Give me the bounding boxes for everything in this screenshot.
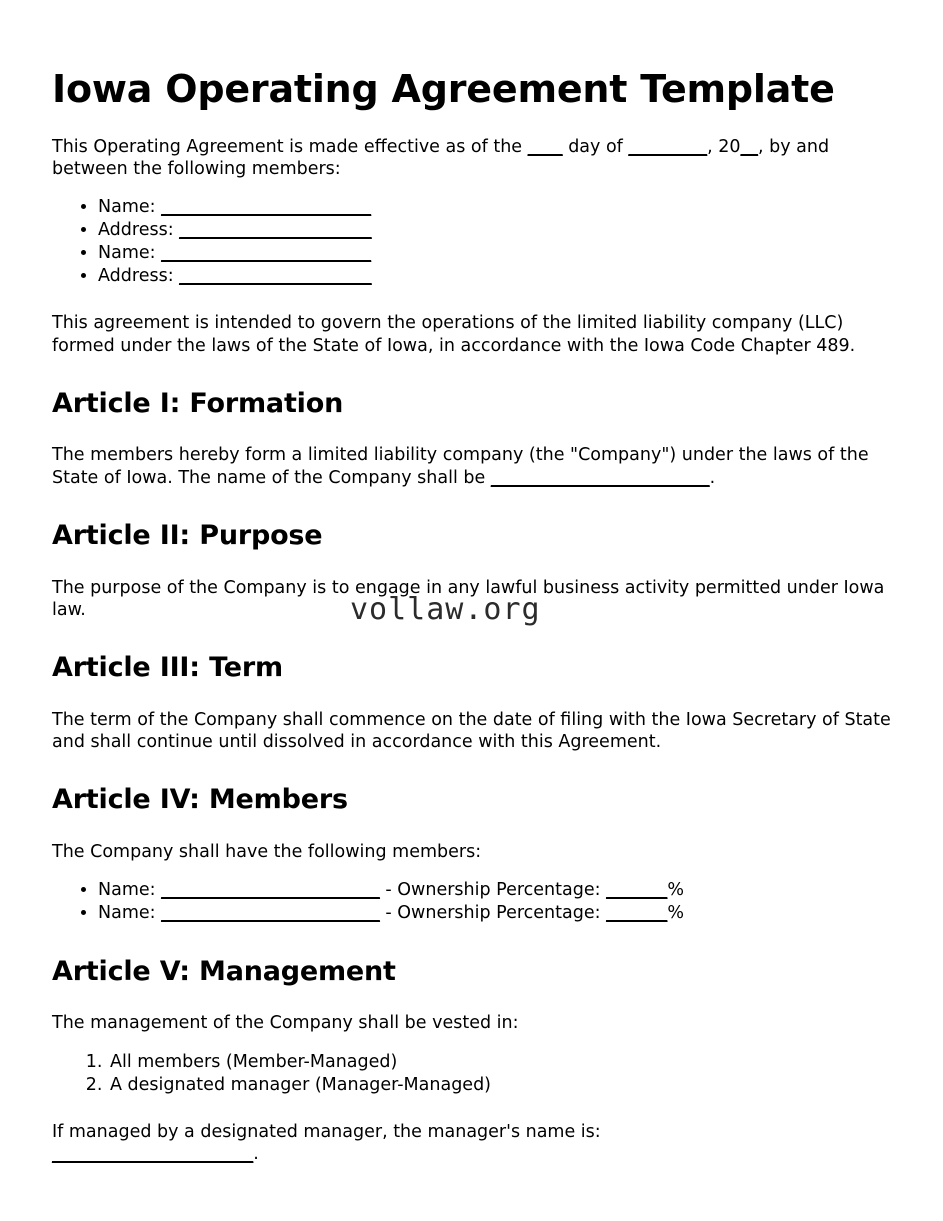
owner-name-blank: _________________________: [161, 880, 380, 901]
intro-text-1: This Operating Agreement is made effective as of the: [52, 136, 528, 157]
blank-year: __: [740, 136, 759, 157]
article-2-body: The purpose of the Company is to engage in any lawful business activity permitted under Iowa law.: [52, 577, 885, 620]
owner-name-blank: _________________________: [161, 903, 380, 924]
table-row: [98, 879, 891, 902]
manager-clause-period: .: [253, 1144, 259, 1165]
owner-name-label: Name:: [98, 880, 162, 901]
owner-percent-blank: _______: [606, 880, 668, 901]
article-heading-2: Article II: Purpose: [52, 520, 323, 552]
owner-percent-symbol: %: [667, 903, 684, 924]
field-blank: ________________________: [161, 197, 372, 218]
list-item: [98, 219, 891, 242]
intro-text-2: day of: [562, 136, 629, 157]
article-4-body: The Company shall have the following members:: [52, 841, 482, 862]
article-heading-1: Article I: Formation: [52, 387, 344, 419]
list-item: 1. All members (Member-Managed): [108, 1051, 891, 1074]
owner-name-label: Name:: [98, 903, 162, 924]
field-label: Name:: [98, 243, 162, 264]
field-blank: ______________________: [179, 266, 372, 287]
article-1-body: [52, 444, 891, 489]
field-label: Name:: [98, 197, 162, 218]
site-watermark: vollaw.org: [350, 592, 541, 627]
blank-manager-name: _______________________: [52, 1144, 254, 1165]
owner-percent-symbol: %: [667, 880, 684, 901]
article-heading-5: Article V: Management: [52, 956, 396, 988]
intro-paragraph: [52, 136, 891, 181]
governing-paragraph: This agreement is intended to govern the operations of the limited liability company (LLC) formed under the laws of the State of Iowa, in accordance with the Iowa Code Chapter 489.: [52, 313, 856, 356]
owner-separator: - Ownership Percentage:: [379, 903, 607, 924]
manager-clause: [52, 1121, 891, 1166]
article-5-body: The management of the Company shall be vested in:: [52, 1013, 519, 1034]
page-title: Iowa Operating Agreement Template: [52, 67, 835, 111]
blank-month: _________: [628, 136, 708, 157]
owner-separator: - Ownership Percentage:: [379, 880, 607, 901]
blank-company-name: _________________________: [490, 467, 710, 488]
field-label: Address:: [98, 266, 180, 287]
list-item: [98, 196, 891, 219]
article-3-body: The term of the Company shall commence on the date of filing with the Iowa Secretary of State and shall continue until dissolved in accordance with this Agreement.: [52, 709, 891, 753]
list-item: [98, 242, 891, 265]
list-item: 2. A designated manager (Manager-Managed): [108, 1074, 891, 1097]
manager-clause-text: If managed by a designated manager, the manager's name is:: [52, 1121, 601, 1142]
owner-percent-blank: _______: [606, 903, 668, 924]
field-blank: ________________________: [161, 243, 372, 264]
member-fields-list: [52, 196, 891, 288]
blank-day: ____: [527, 136, 563, 157]
list-item: [98, 265, 891, 288]
intro-text-4: , by and between the following members:: [52, 136, 830, 180]
article-heading-4: Article IV: Members: [52, 784, 348, 816]
article-heading-3: Article III: Term: [52, 652, 283, 684]
ownership-list: [52, 879, 891, 925]
field-blank: ______________________: [179, 220, 372, 241]
article-1-text-1: The members hereby form a limited liability company (the "Company") under the laws of the State of Iowa. The name of the Company shall be: [52, 445, 869, 488]
management-options-list: [52, 1051, 891, 1097]
intro-text-3: , 20: [707, 136, 741, 157]
article-1-text-2: .: [709, 467, 716, 488]
field-label: Address:: [98, 220, 180, 241]
table-row: [98, 902, 891, 925]
